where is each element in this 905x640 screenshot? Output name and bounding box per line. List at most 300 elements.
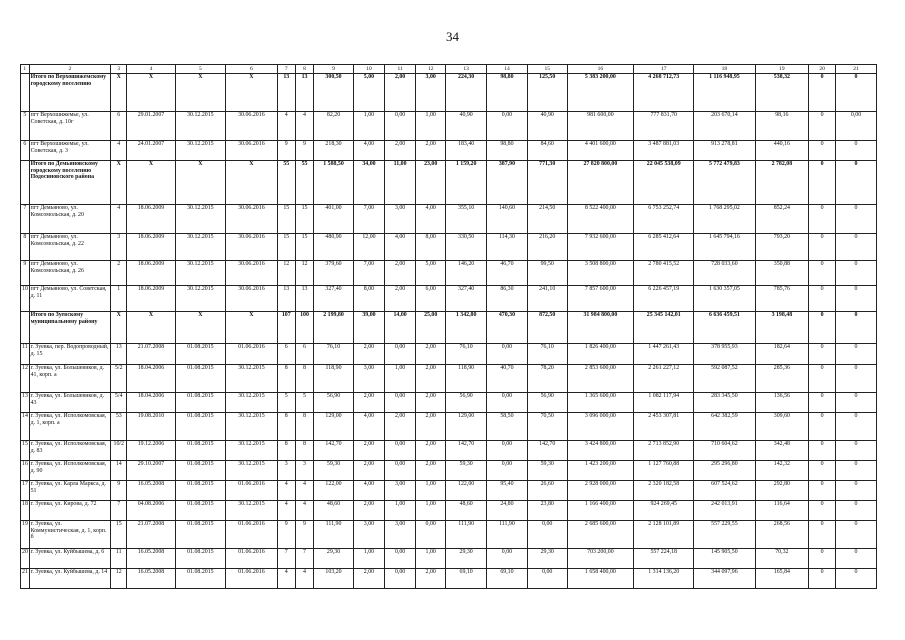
value-cell: 30.12.2015 [226,501,278,521]
column-number: 15 [527,65,567,74]
row-number-cell: 8 [21,234,30,261]
table-row [21,393,877,413]
value-cell: 0,00 [385,569,416,589]
value-cell: 25,00 [416,312,446,344]
table-row [21,521,877,549]
value-cell: 0 [809,501,836,521]
value-cell: 4 [295,501,313,521]
value-cell: 8 [295,413,313,441]
table-row [21,569,877,589]
value-cell: 300,50 [314,74,354,112]
value-cell: 1 423 200,00 [567,461,634,481]
value-cell: 129,00 [446,413,487,441]
value-cell: 216,20 [527,234,567,261]
value-cell: 19.12.2006 [127,441,175,461]
value-cell: 145 905,50 [694,549,755,569]
value-cell: 0,00 [385,393,416,413]
value-cell: 1,00 [353,549,384,569]
value-cell: 292,80 [755,481,809,501]
value-cell: 19.08.2010 [127,413,175,441]
value-cell: 11 [111,549,127,569]
value-cell: 21.07.2008 [127,344,175,365]
value-cell: 95,40 [487,481,528,501]
value-cell: 56,90 [446,393,487,413]
value-cell: 13 [277,286,295,312]
subtotal-row [21,312,877,344]
value-cell: 785,76 [755,286,809,312]
value-cell: 82,20 [314,112,354,141]
value-cell: 557 224,18 [634,549,694,569]
value-cell: 13 [277,74,295,112]
value-cell: 3,00 [416,74,446,112]
value-cell: 283 345,50 [694,393,755,413]
value-cell: 4 [295,569,313,589]
value-cell: 22 045 538,09 [634,161,694,205]
value-cell: 55 [277,161,295,205]
value-cell: 327,40 [314,286,354,312]
value-cell: 771,30 [527,161,567,205]
value-cell: 15 [111,521,127,549]
value-cell: 30.12.2015 [175,261,225,286]
value-cell: 0,00 [836,112,877,141]
subtotal-label: Итого по Демьяновскому городскому поселению Подосиновского района [29,161,111,205]
value-cell: 241,10 [527,286,567,312]
value-cell: 9 [111,481,127,501]
value-cell: 14,00 [385,312,416,344]
value-cell: 16.05.2008 [127,569,175,589]
value-cell: 136,56 [755,393,809,413]
value-cell: 12 [295,261,313,286]
value-cell: 5 383 200,00 [567,74,634,112]
value-cell: 76,10 [314,344,354,365]
value-cell: 3,00 [385,205,416,234]
value-cell: 0,00 [527,521,567,549]
value-cell: 01.08.2015 [175,569,225,589]
column-number: 5 [175,65,225,74]
value-cell: 3 487 881,03 [634,141,694,161]
value-cell: 285,36 [755,365,809,393]
value-cell: 2,00 [416,344,446,365]
value-cell: 4 [277,481,295,501]
value-cell: 78,20 [527,365,567,393]
value-cell: 30.12.2015 [226,441,278,461]
column-number: 3 [111,65,127,74]
value-cell: 13 [295,74,313,112]
value-cell: 01.08.2015 [175,413,225,441]
value-cell: 2,00 [416,141,446,161]
value-cell: 46,70 [487,261,528,286]
value-cell: 111,90 [446,521,487,549]
column-number: 2 [29,65,111,74]
value-cell: 872,50 [527,312,567,344]
value-cell: 30.12.2015 [175,286,225,312]
column-number: 20 [809,65,836,74]
value-cell: 0 [836,312,877,344]
row-number-cell: 21 [21,569,30,589]
value-cell: 0 [836,234,877,261]
value-cell: 48,60 [314,501,354,521]
value-cell: 12 [277,261,295,286]
value-cell: 440,16 [755,141,809,161]
value-cell: 4 [277,569,295,589]
value-cell: 2 261 227,12 [634,365,694,393]
value-cell: 913 278,81 [694,141,755,161]
address-cell: г. Зуевка, ул. Кирова, д. 72 [29,501,111,521]
value-cell: 2,00 [353,501,384,521]
row-number-cell: 11 [21,344,30,365]
value-cell: 3 096 000,00 [567,413,634,441]
value-cell: 4 268 712,73 [634,74,694,112]
value-cell: 9 [277,521,295,549]
value-cell: 592 087,52 [694,365,755,393]
value-cell: 5,00 [353,74,384,112]
address-cell: г. Зуевка, ул. Большевиков, д. 41, корп. а [29,365,111,393]
row-number-cell: 9 [21,261,30,286]
value-cell: X [111,161,127,205]
value-cell: 3 424 800,00 [567,441,634,461]
value-cell: 0 [809,569,836,589]
value-cell: 30.12.2015 [175,234,225,261]
value-cell: 0 [836,365,877,393]
value-cell: 5/2 [111,365,127,393]
value-cell: 1,00 [416,112,446,141]
value-cell: 342,48 [755,441,809,461]
value-cell: 538,32 [755,74,809,112]
value-cell: 268,56 [755,521,809,549]
column-number: 1 [21,65,30,74]
value-cell: 1,00 [385,501,416,521]
value-cell: 0,00 [385,112,416,141]
value-cell: 0 [809,74,836,112]
value-cell: 981 600,00 [567,112,634,141]
value-cell: 01.08.2015 [175,521,225,549]
value-cell: 0,00 [527,569,567,589]
value-cell: 7 932 600,00 [567,234,634,261]
value-cell: 98,80 [487,74,528,112]
table-row [21,286,877,312]
value-cell: 330,50 [446,234,487,261]
column-number: 6 [226,65,278,74]
value-cell: 1,00 [416,549,446,569]
value-cell: 0,00 [487,461,528,481]
address-cell: г. Зуевка, ул. Куйбышева, д. 6 [29,549,111,569]
value-cell: 23,00 [416,161,446,205]
value-cell: 0,00 [385,549,416,569]
address-cell: пгт Демьяново, ул. Комсомольская, д. 20 [29,205,111,234]
value-cell: 11,00 [385,161,416,205]
value-cell: 4,00 [353,481,384,501]
value-cell: 0,00 [487,112,528,141]
value-cell: 122,00 [314,481,354,501]
value-cell: 2 128 101,89 [634,521,694,549]
value-cell: 30.12.2015 [226,413,278,441]
column-number: 8 [295,65,313,74]
value-cell: 0,00 [487,441,528,461]
value-cell: X [111,74,127,112]
value-cell: 15 [277,234,295,261]
value-cell: 30.06.2016 [226,261,278,286]
value-cell: 3 [295,461,313,481]
value-cell: 4 [277,501,295,521]
value-cell: 56,90 [314,393,354,413]
value-cell: 4 [111,205,127,234]
value-cell: 76,10 [527,344,567,365]
value-cell: 793,20 [755,234,809,261]
value-cell: 0 [836,393,877,413]
value-cell: 4 401 600,00 [567,141,634,161]
value-cell: 7 [111,501,127,521]
value-cell: 15 [295,205,313,234]
value-cell: 01.06.2016 [226,344,278,365]
value-cell: 59,30 [314,461,354,481]
value-cell: 1 658 400,00 [567,569,634,589]
column-number: 16 [567,65,634,74]
value-cell: 1 342,80 [446,312,487,344]
value-cell: 2,00 [385,141,416,161]
value-cell: 8 522 400,00 [567,205,634,234]
value-cell: 1 127 760,88 [634,461,694,481]
value-cell: 140,60 [487,205,528,234]
value-cell: 84,60 [527,141,567,161]
value-cell: 1 314 136,20 [634,569,694,589]
value-cell: 30.12.2015 [175,112,225,141]
value-cell: 355,10 [446,205,487,234]
value-cell: 0 [836,286,877,312]
value-cell: 29,30 [446,549,487,569]
value-cell: 30.12.2015 [175,205,225,234]
value-cell: 30.06.2016 [226,286,278,312]
value-cell: 4 [295,112,313,141]
value-cell: 924 269,45 [634,501,694,521]
value-cell: 165,84 [755,569,809,589]
value-cell: 70,32 [755,549,809,569]
value-cell: 6 285 412,64 [634,234,694,261]
address-cell: г. Зуевка, ул. Коммунистическая, д. 1, корп. б [29,521,111,549]
subtotal-label: Итого по Зуевскому муниципальному району [29,312,111,344]
value-cell: 107 [277,312,295,344]
value-cell: 0 [836,161,877,205]
value-cell: X [175,161,225,205]
value-cell: 2 780 415,52 [634,261,694,286]
value-cell: 2 [111,261,127,286]
value-cell: 295 296,80 [694,461,755,481]
value-cell: 1 [111,286,127,312]
value-cell: 242 013,91 [694,501,755,521]
value-cell: 2,00 [385,261,416,286]
value-cell: 23,80 [527,501,567,521]
value-cell: 0 [809,344,836,365]
value-cell: 1 082 117,94 [634,393,694,413]
value-cell: 344 097,96 [694,569,755,589]
value-cell: 8,00 [353,286,384,312]
value-cell: 48,60 [446,501,487,521]
value-cell: 3,00 [385,521,416,549]
value-cell: 2,00 [353,344,384,365]
value-cell: 76,10 [446,344,487,365]
value-cell: 2 782,08 [755,161,809,205]
value-cell: 1,00 [416,501,446,521]
value-cell: 103,20 [314,569,354,589]
column-number: 9 [314,65,354,74]
value-cell: 129,00 [314,413,354,441]
value-cell: 2,00 [416,413,446,441]
value-cell: 327,40 [446,286,487,312]
value-cell: 0 [809,461,836,481]
table-row [21,234,877,261]
value-cell: 8 [295,365,313,393]
value-cell: 401,00 [314,205,354,234]
value-cell: 1,00 [416,481,446,501]
value-cell: 2 713 852,90 [634,441,694,461]
value-cell: 142,32 [755,461,809,481]
value-cell: 0 [836,441,877,461]
value-cell: 1 116 948,95 [694,74,755,112]
value-cell: 40,90 [527,112,567,141]
value-cell: 0 [809,365,836,393]
row-number-cell: 5 [21,112,30,141]
value-cell: 142,70 [314,441,354,461]
value-cell: 16.05.2008 [127,549,175,569]
value-cell: X [226,161,278,205]
column-number: 19 [755,65,809,74]
value-cell: 125,50 [527,74,567,112]
value-cell: 5 [295,393,313,413]
value-cell: 0 [809,234,836,261]
value-cell: 30.12.2015 [226,365,278,393]
table-row [21,261,877,286]
value-cell: 1,00 [353,112,384,141]
value-cell: 0,00 [487,344,528,365]
value-cell: 40,90 [446,112,487,141]
value-cell: 01.06.2016 [226,521,278,549]
housing-register-table [20,64,877,589]
column-number: 11 [385,65,416,74]
value-cell: 30.06.2016 [226,205,278,234]
value-cell: 3 198,48 [755,312,809,344]
value-cell: 0 [836,501,877,521]
value-cell: 86,30 [487,286,528,312]
value-cell: 9 [277,141,295,161]
value-cell: 0,00 [385,461,416,481]
value-cell: 1 645 794,16 [694,234,755,261]
subtotal-label: Итого по Верхошижемскому городскому поселению [29,74,111,112]
value-cell: 0 [809,521,836,549]
address-cell: пгт Верхошижемье, ул. Советская, д. 10г [29,112,111,141]
table-row [21,413,877,441]
value-cell: 7 [295,549,313,569]
table-row [21,481,877,501]
value-cell: 18.04.2006 [127,393,175,413]
value-cell: 0 [836,261,877,286]
value-cell: 16.05.2008 [127,481,175,501]
value-cell: 25 345 142,01 [634,312,694,344]
value-cell: 01.08.2015 [175,393,225,413]
value-cell: 0 [836,413,877,441]
value-cell: 0 [809,141,836,161]
value-cell: 30.12.2015 [226,393,278,413]
value-cell: X [127,161,175,205]
value-cell: 30.06.2016 [226,234,278,261]
address-cell: пгт Демьяново, ул. Советская, д. 11 [29,286,111,312]
value-cell: 183,40 [446,141,487,161]
row-number-cell: 12 [21,365,30,393]
value-cell: 3,00 [353,521,384,549]
address-cell: г. Зуевка, пер. Водопроводный, д. 15 [29,344,111,365]
row-number-cell: 20 [21,549,30,569]
address-cell: г. Зуевка, ул. Исполкомовская, д. 1, корп. а [29,413,111,441]
value-cell: 01.08.2015 [175,461,225,481]
value-cell: 01.08.2015 [175,441,225,461]
value-cell: 5,00 [416,261,446,286]
value-cell: 01.08.2015 [175,344,225,365]
value-cell: 27 820 800,00 [567,161,634,205]
value-cell: 146,20 [446,261,487,286]
value-cell: 3 508 800,00 [567,261,634,286]
value-cell: 6 [277,344,295,365]
value-cell: 99,50 [527,261,567,286]
row-number-cell: 13 [21,393,30,413]
value-cell: 2 685 600,00 [567,521,634,549]
value-cell: 4,00 [385,234,416,261]
value-cell: 2,00 [353,461,384,481]
value-cell: 4 [277,112,295,141]
value-cell: 24.01.2007 [127,141,175,161]
table-row [21,441,877,461]
row-number-cell: 6 [21,141,30,161]
value-cell: 0 [809,112,836,141]
value-cell: 8 [277,413,295,441]
value-cell: 203 670,14 [694,112,755,141]
value-cell: 214,50 [527,205,567,234]
row-number-cell: 15 [21,441,30,461]
value-cell: 29.10.2007 [127,461,175,481]
value-cell: 8 [295,441,313,461]
value-cell: 0 [836,549,877,569]
value-cell: 18.06.2009 [127,205,175,234]
value-cell: 118,90 [446,365,487,393]
value-cell: 5 772 479,83 [694,161,755,205]
value-cell: 3,00 [385,481,416,501]
value-cell: 1 826 400,00 [567,344,634,365]
value-cell: 1 159,20 [446,161,487,205]
value-cell: 379,60 [314,261,354,286]
value-cell: 2,00 [385,286,416,312]
value-cell: 01.06.2016 [226,569,278,589]
column-number: 4 [127,65,175,74]
page-number: 34 [446,29,459,44]
value-cell: 0 [836,521,877,549]
value-cell: 01.06.2016 [226,481,278,501]
column-number: 12 [416,65,446,74]
value-cell: 7 857 600,00 [567,286,634,312]
value-cell: 01.08.2015 [175,365,225,393]
value-cell: 0 [809,286,836,312]
value-cell: 6 [295,344,313,365]
value-cell: 0 [809,261,836,286]
value-cell: 0 [809,393,836,413]
value-cell: 122,00 [446,481,487,501]
value-cell: 710 604,62 [694,441,755,461]
value-cell: 142,70 [446,441,487,461]
row-number-cell: 14 [21,413,30,441]
value-cell: 4,00 [353,141,384,161]
row-number-cell [21,312,30,344]
value-cell: X [175,74,225,112]
value-cell: 470,30 [487,312,528,344]
value-cell: 4,00 [353,413,384,441]
value-cell: 557 229,55 [694,521,755,549]
value-cell: 2 853 600,00 [567,365,634,393]
